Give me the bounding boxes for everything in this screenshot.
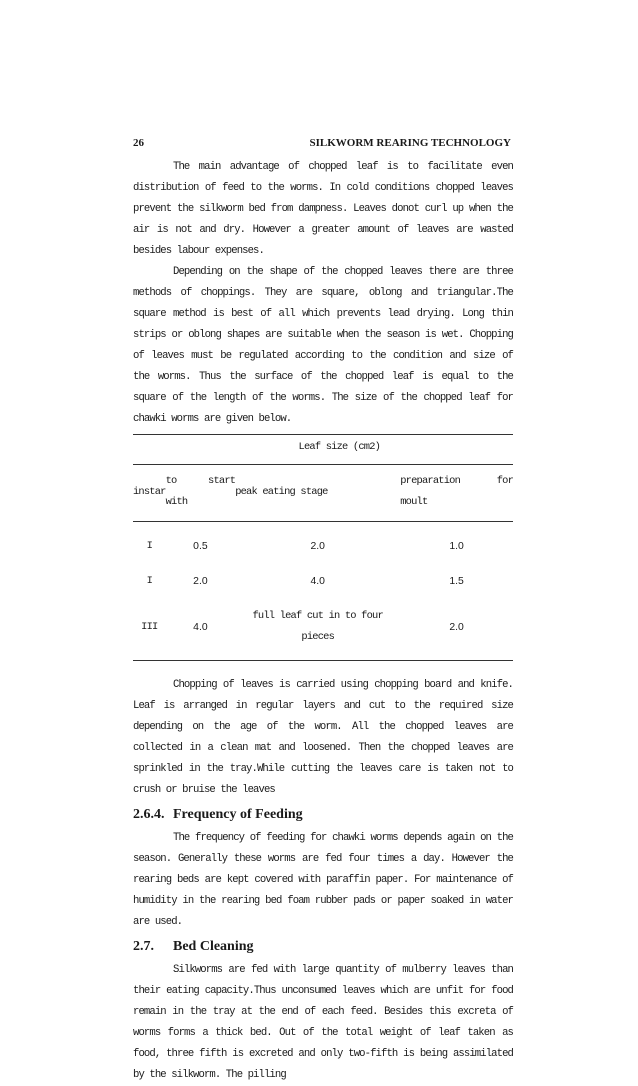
section-title: Frequency of Feeding bbox=[173, 807, 303, 822]
table-column-header-row bbox=[133, 465, 513, 522]
column-header-peak: peak eating stage bbox=[235, 465, 400, 522]
table-row bbox=[133, 522, 513, 565]
peak-size-cell: 4.0 bbox=[310, 576, 325, 587]
moult-size-cell: 1.0 bbox=[449, 541, 464, 552]
section-title: Bed Cleaning bbox=[173, 939, 254, 954]
paragraph-bed-cleaning: Silkworms are fed with large quantity of mulberry leaves than their eating capacity.Thus unconsumed leaves which are unfit for food remain in the tray at the end of each feed. Besides this excreta of worms forms a thick bed. Out of the total weight of leaf taken as food, three fifth is excreted and only two-fifth is being assimilated by the silkworm. The pilling bbox=[133, 964, 513, 1081]
leaf-size-table bbox=[133, 434, 513, 661]
section-heading-bed-cleaning bbox=[133, 935, 513, 959]
body-text bbox=[133, 157, 513, 1086]
table-row bbox=[133, 564, 513, 599]
paragraph-chopping-procedure: Chopping of leaves is carried using chopping board and knife. Leaf is arranged in regular layers and cut to the required size depending on the age of the worm. All the chopped leaves are collected in a clean mat and loosened. Then the chopped leaves are sprinkled in the tray.While cutting the leaves care is taken not to crush or bruise the leaves bbox=[133, 679, 513, 796]
column-header-moult: preparation for moult bbox=[400, 465, 513, 522]
instar-cell: III bbox=[133, 599, 166, 661]
section-heading-frequency-of-feeding bbox=[133, 803, 513, 827]
moult-size-cell: 2.0 bbox=[400, 599, 513, 661]
table-group-header-row bbox=[133, 435, 513, 465]
page-number: 26 bbox=[133, 137, 144, 149]
section-number: 2.7. bbox=[133, 939, 154, 954]
paragraph-feeding-frequency: The frequency of feeding for chawki worms depends again on the season. Generally these worms are fed four times a day. However the rearing beds are kept covered with paraffin paper. For maintenance of humidity in the rearing bed foam rubber pads or paper soaked in water are used. bbox=[133, 832, 513, 928]
running-header bbox=[133, 137, 511, 149]
column-header-start: to start with bbox=[166, 465, 236, 522]
column-header-instar: instar bbox=[133, 465, 166, 522]
running-title: SILKWORM REARING TECHNOLOGY bbox=[309, 137, 511, 149]
section-number: 2.6.4. bbox=[133, 807, 165, 822]
start-size-cell: 2.0 bbox=[193, 576, 208, 587]
table-row bbox=[133, 599, 513, 661]
start-size-cell: 4.0 bbox=[166, 599, 236, 661]
moult-size-cell: 1.5 bbox=[449, 576, 464, 587]
peak-size-cell: 2.0 bbox=[310, 541, 325, 552]
instar-cell: I bbox=[146, 575, 153, 587]
leaf-size-group-header: Leaf size (cm2) bbox=[166, 435, 513, 465]
peak-size-cell: full leaf cut in to four pieces bbox=[235, 599, 400, 661]
paragraph-chopping-methods: Depending on the shape of the chopped leaves there are three methods of choppings. They are square, oblong and triangular.The square method is best of all which prevents lead drying. Long thin strips or oblong shapes are suitable when the season is wet. Chopping of leaves must be regulated according to the condition and size of the worms. Thus the surface of the chopped leaf is equal to the square of the length of the worms. The size of the chopped leaf for chawki worms are given below. bbox=[133, 266, 513, 425]
start-size-cell: 0.5 bbox=[193, 541, 208, 552]
instar-cell: I bbox=[146, 540, 153, 552]
paragraph-chopped-leaf-advantage: The main advantage of chopped leaf is to facilitate even distribution of feed to the worms. In cold conditions chopped leaves prevent the silkworm bed from dampness. Leaves donot curl up when the air is not and dry. However a greater amount of leaves are wasted besides labour expenses. bbox=[133, 161, 513, 257]
